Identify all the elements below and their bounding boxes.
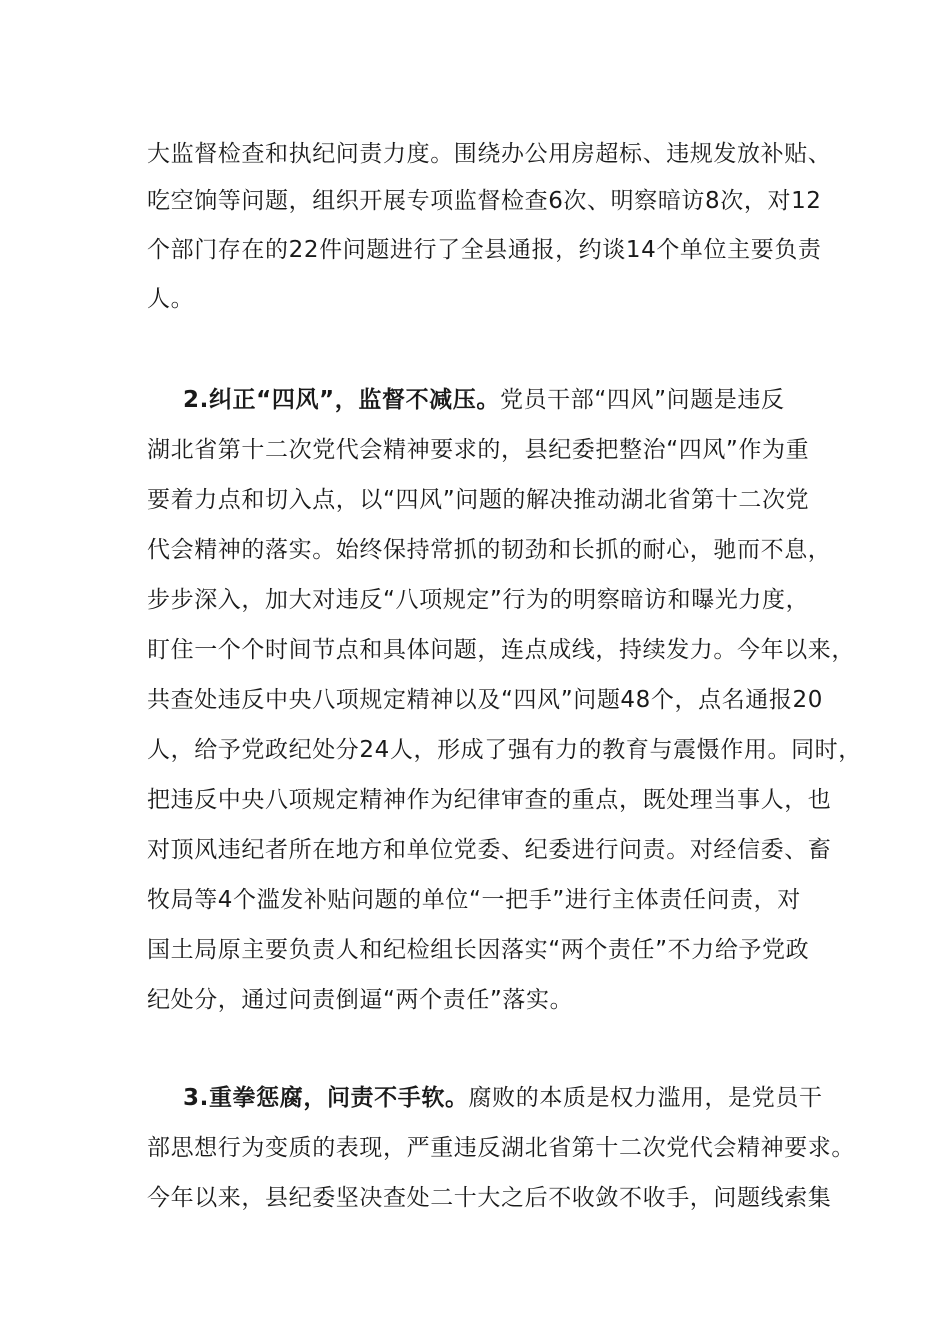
paragraph-3-line-2: 部思想行为变质的表现，严重违反湖北省第十二次党代会精神要求。 — [147, 1135, 855, 1161]
paragraph-2-line-6: 盯住一个个时间节点和具体问题，连点成线，持续发力。今年以来， — [147, 637, 855, 663]
paragraph-2-line-2: 湖北省第十二次党代会精神要求的，县纪委把整治“四风”作为重 — [147, 437, 810, 463]
paragraph-2-line-10: 对顶风违纪者所在地方和单位党委、纪委进行问责。对经信委、畜 — [147, 837, 832, 863]
paragraph-3-text: 腐败的本质是权力滥用，是党员干 — [468, 1085, 823, 1111]
paragraph-2-line-1 — [183, 386, 873, 414]
paragraph-2-line-11: 牧局等4个滥发补贴问题的单位“一把手”进行主体责任问责，对 — [147, 887, 801, 913]
paragraph-2-line-7: 共查处违反中央八项规定精神以及“四风”问题48个，点名通报20 — [147, 687, 823, 713]
paragraph-2-heading: 2.纠正“四风”，监督不减压。 — [183, 387, 500, 413]
paragraph-3-line-3: 今年以来，县纪委坚决查处二十大之后不收敛不收手，问题线索集 — [147, 1185, 832, 1211]
paragraph-2-line-3: 要着力点和切入点，以“四风”问题的解决推动湖北省第十二次党 — [147, 487, 810, 513]
paragraph-2-line-13: 纪处分，通过问责倒逼“两个责任”落实。 — [147, 987, 574, 1013]
paragraph-2-line-5: 步步深入，加大对违反“八项规定”行为的明察暗访和曝光力度， — [147, 587, 810, 613]
paragraph-3-heading: 3.重拳惩腐，问责不手软。 — [183, 1085, 469, 1111]
paragraph-1-line-1: 大监督检查和执纪问责力度。围绕办公用房超标、违规发放补贴、 — [147, 141, 832, 167]
paragraph-2-line-8: 人，给予党政纪处分24人，形成了强有力的教育与震慑作用。同时， — [147, 737, 862, 763]
paragraph-1-line-4: 人。 — [147, 286, 195, 312]
paragraph-3-line-1 — [183, 1084, 873, 1112]
paragraph-2-line-4: 代会精神的落实。始终保持常抓的韧劲和长抓的耐心，驰而不息， — [147, 537, 832, 563]
paragraph-2-text: 党员干部“四风”问题是违反 — [499, 387, 785, 413]
paragraph-1-line-2: 吃空饷等问题，组织开展专项监督检查6次、明察暗访8次，对12 — [147, 188, 822, 214]
paragraph-2-line-9: 把违反中央八项规定精神作为纪律审查的重点，既处理当事人，也 — [147, 787, 832, 813]
paragraph-1-line-3: 个部门存在的22件问题进行了全县通报，约谈14个单位主要负责 — [147, 237, 822, 263]
paragraph-2-line-12: 国土局原主要负责人和纪检组长因落实“两个责任”不力给予党政 — [147, 937, 810, 963]
